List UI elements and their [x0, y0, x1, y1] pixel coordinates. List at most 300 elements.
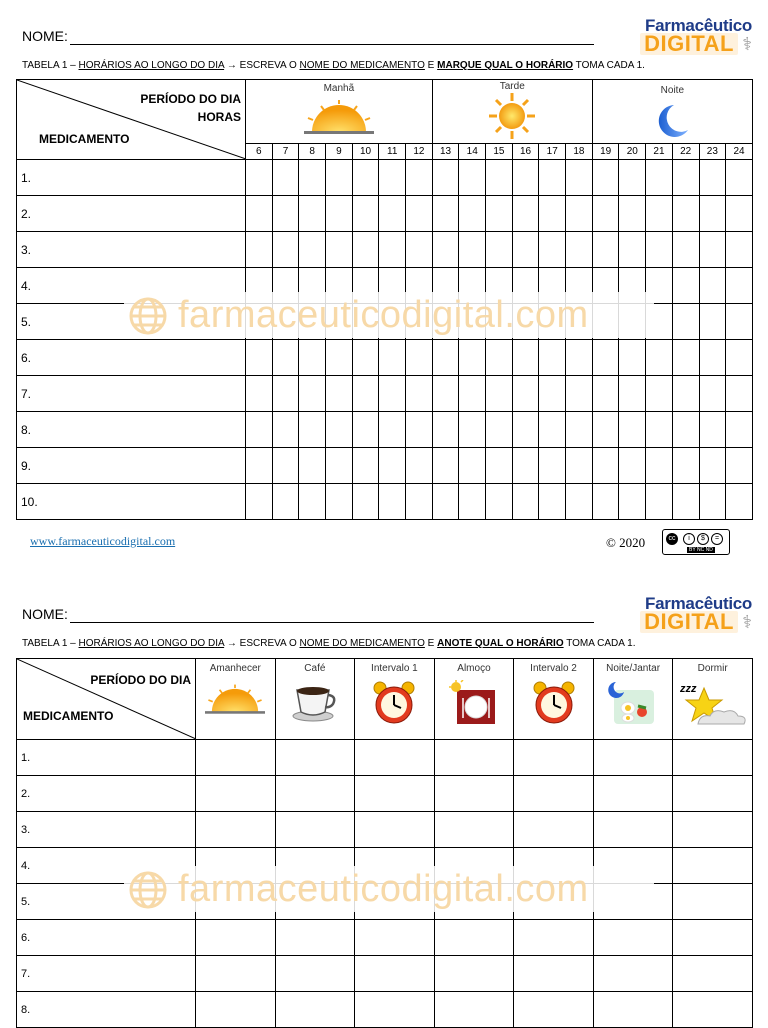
meal-time-cell[interactable] [434, 776, 514, 812]
hour-check-cell[interactable] [326, 484, 353, 520]
hour-check-cell[interactable] [459, 160, 486, 196]
meal-time-cell[interactable] [514, 812, 594, 848]
lunch-plate-icon [449, 680, 499, 726]
medication-name-cell[interactable]: 6. [17, 920, 196, 956]
meal-time-cell[interactable] [434, 812, 514, 848]
hour-check-cell[interactable] [246, 232, 273, 268]
hour-check-cell[interactable] [486, 196, 513, 232]
hour-check-cell[interactable] [539, 448, 566, 484]
hour-check-cell[interactable] [406, 232, 433, 268]
hour-check-cell[interactable] [379, 340, 406, 376]
medication-name-cell[interactable]: 9. [17, 448, 246, 484]
cc-nd-icon: = [711, 533, 723, 545]
meal-time-cell[interactable] [275, 776, 355, 812]
hour-check-cell[interactable] [326, 160, 353, 196]
medication-name-cell[interactable]: 8. [17, 992, 196, 1028]
hour-check-cell[interactable] [352, 232, 379, 268]
hour-check-cell[interactable] [646, 412, 673, 448]
hour-check-cell[interactable] [566, 340, 593, 376]
meal-time-cell[interactable] [673, 848, 753, 884]
hour-check-cell[interactable] [672, 448, 699, 484]
hour-check-cell[interactable] [699, 376, 726, 412]
hour-check-cell[interactable] [459, 232, 486, 268]
instruction-part: HORÁRIOS AO LONGO DO DIA [78, 60, 225, 71]
period-night [592, 80, 752, 144]
period-label: Manhã [323, 83, 355, 94]
meal-time-cell[interactable] [593, 740, 673, 776]
hour-check-cell[interactable] [726, 484, 753, 520]
hour-check-cell[interactable] [379, 448, 406, 484]
hour-check-cell[interactable] [246, 412, 273, 448]
hour-check-cell[interactable] [352, 340, 379, 376]
period-label: Tarde [499, 81, 525, 92]
svg-text:zzz: zzz [679, 683, 697, 695]
hour-check-cell[interactable] [299, 196, 326, 232]
hour-check-cell[interactable] [326, 412, 353, 448]
hour-check-cell[interactable] [672, 412, 699, 448]
hour-check-cell[interactable] [379, 196, 406, 232]
hour-check-cell[interactable] [726, 232, 753, 268]
hour-check-cell[interactable] [619, 232, 646, 268]
hour-check-cell[interactable] [592, 160, 619, 196]
hour-header-cell: 24 [726, 143, 753, 159]
hour-check-cell[interactable] [726, 412, 753, 448]
creative-commons-badge [662, 529, 730, 555]
logo-text-line2: DIGITAL [644, 31, 734, 56]
hour-check-cell[interactable] [432, 448, 459, 484]
hour-check-cell[interactable] [646, 160, 673, 196]
hour-check-cell[interactable] [272, 448, 299, 484]
hour-header-cell: 18 [566, 143, 593, 159]
hour-check-cell[interactable] [512, 232, 539, 268]
hour-check-cell[interactable] [726, 196, 753, 232]
hour-check-cell[interactable] [512, 412, 539, 448]
hour-check-cell[interactable] [672, 160, 699, 196]
logo-text-line1: Farmacêutico [645, 16, 752, 35]
medication-row [17, 160, 753, 196]
hour-check-cell[interactable] [592, 448, 619, 484]
hour-check-cell[interactable] [299, 448, 326, 484]
hour-check-cell[interactable] [299, 340, 326, 376]
meal-time-cell[interactable] [275, 740, 355, 776]
hour-check-cell[interactable] [459, 448, 486, 484]
meal-time-cell[interactable] [355, 812, 435, 848]
hour-check-cell[interactable] [486, 412, 513, 448]
meal-time-cell[interactable] [593, 812, 673, 848]
hour-check-cell[interactable] [246, 196, 273, 232]
hour-check-cell[interactable] [672, 376, 699, 412]
medication-name-cell[interactable]: 6. [17, 340, 246, 376]
watermark-text: farmaceuticodigital.com [178, 294, 589, 336]
medication-name-cell[interactable]: 1. [17, 160, 246, 196]
hour-check-cell[interactable] [326, 196, 353, 232]
hour-check-cell[interactable] [619, 484, 646, 520]
hour-check-cell[interactable] [272, 160, 299, 196]
hour-check-cell[interactable] [326, 232, 353, 268]
hour-check-cell[interactable] [646, 484, 673, 520]
medication-name-cell[interactable]: 8. [17, 412, 246, 448]
hour-check-cell[interactable] [326, 376, 353, 412]
hour-check-cell[interactable] [726, 448, 753, 484]
medication-name-cell[interactable]: 4. [17, 848, 196, 884]
hour-check-cell[interactable] [272, 196, 299, 232]
hour-check-cell[interactable] [326, 340, 353, 376]
hour-check-cell[interactable] [699, 304, 726, 340]
hour-check-cell[interactable] [699, 160, 726, 196]
hour-check-cell[interactable] [246, 448, 273, 484]
hour-check-cell[interactable] [352, 412, 379, 448]
medication-row [17, 448, 753, 484]
hour-check-cell[interactable] [486, 448, 513, 484]
meal-time-cell[interactable] [514, 956, 594, 992]
period-afternoon [432, 80, 592, 144]
hour-check-cell[interactable] [646, 376, 673, 412]
name-label: NOME: [22, 28, 68, 44]
medication-name-cell[interactable]: 2. [17, 196, 246, 232]
meal-header-dormir [673, 659, 753, 740]
hour-check-cell[interactable] [272, 412, 299, 448]
meal-time-cell[interactable] [514, 992, 594, 1028]
hour-check-cell[interactable] [566, 448, 593, 484]
hour-check-cell[interactable] [486, 160, 513, 196]
pharmacy-cup-icon: ⚕ [742, 612, 752, 632]
hour-header-cell: 6 [246, 143, 273, 159]
meal-time-cell[interactable] [593, 992, 673, 1028]
hour-check-cell[interactable] [406, 340, 433, 376]
hour-check-cell[interactable] [486, 232, 513, 268]
hour-check-cell[interactable] [619, 196, 646, 232]
meal-time-cell[interactable] [355, 740, 435, 776]
meal-label: Dormir [697, 663, 728, 674]
hour-check-cell[interactable] [459, 376, 486, 412]
hour-check-cell[interactable] [699, 196, 726, 232]
hour-check-cell[interactable] [432, 340, 459, 376]
hour-check-cell[interactable] [299, 376, 326, 412]
hour-check-cell[interactable] [592, 484, 619, 520]
hour-header-cell: 17 [539, 143, 566, 159]
hour-check-cell[interactable] [539, 232, 566, 268]
medication-name-cell[interactable]: 7. [17, 956, 196, 992]
hour-check-cell[interactable] [459, 412, 486, 448]
meal-label: Almoço [457, 663, 491, 674]
hour-check-cell[interactable] [539, 376, 566, 412]
hour-check-cell[interactable] [539, 412, 566, 448]
sunrise-icon [205, 684, 265, 716]
meal-time-cell[interactable] [355, 956, 435, 992]
hour-check-cell[interactable] [299, 484, 326, 520]
meal-time-cell[interactable] [673, 956, 753, 992]
meal-time-cell[interactable] [514, 920, 594, 956]
hour-check-cell[interactable] [592, 232, 619, 268]
hour-check-cell[interactable] [566, 196, 593, 232]
medication-name-cell[interactable]: 5. [17, 884, 196, 920]
meal-time-cell[interactable] [275, 920, 355, 956]
hour-check-cell[interactable] [726, 304, 753, 340]
meal-header-intervalo2 [514, 659, 594, 740]
meal-time-cell[interactable] [275, 812, 355, 848]
instruction-part: → ESCREVA O [224, 638, 300, 649]
hour-check-cell[interactable] [539, 340, 566, 376]
instruction-part: ESCREVA O [239, 60, 300, 71]
medication-name-cell[interactable]: 7. [17, 376, 246, 412]
meal-time-cell[interactable] [355, 920, 435, 956]
hour-check-cell[interactable] [512, 448, 539, 484]
meal-time-cell[interactable] [196, 740, 276, 776]
hour-check-cell[interactable] [672, 484, 699, 520]
meal-time-cell[interactable] [593, 920, 673, 956]
hour-check-cell[interactable] [726, 268, 753, 304]
medication-row [17, 340, 753, 376]
hour-check-cell[interactable] [246, 376, 273, 412]
globe-icon [128, 296, 168, 336]
hour-check-cell[interactable] [592, 196, 619, 232]
hour-check-cell[interactable] [326, 448, 353, 484]
medication-row [17, 412, 753, 448]
sun-icon [488, 92, 536, 140]
meal-time-cell[interactable] [593, 776, 673, 812]
meal-label: Noite/Jantar [606, 663, 661, 674]
table-instruction [22, 60, 645, 71]
medication-name-cell[interactable]: 3. [17, 232, 246, 268]
meal-time-cell[interactable] [514, 740, 594, 776]
hour-check-cell[interactable] [299, 412, 326, 448]
hour-check-cell[interactable] [459, 340, 486, 376]
name-field-line[interactable] [70, 622, 594, 623]
medication-row [17, 992, 753, 1028]
hour-check-cell[interactable] [592, 376, 619, 412]
hour-check-cell[interactable] [432, 412, 459, 448]
instruction-part: E [424, 638, 438, 649]
hour-check-cell[interactable] [619, 340, 646, 376]
hour-check-cell[interactable] [646, 196, 673, 232]
hour-check-cell[interactable] [619, 448, 646, 484]
hour-check-cell[interactable] [699, 448, 726, 484]
hour-check-cell[interactable] [619, 412, 646, 448]
hour-check-cell[interactable] [619, 376, 646, 412]
meal-time-cell[interactable] [593, 956, 673, 992]
hour-check-cell[interactable] [299, 232, 326, 268]
hour-check-cell[interactable] [379, 160, 406, 196]
hour-check-cell[interactable] [406, 484, 433, 520]
name-field-line[interactable] [70, 44, 594, 45]
alarm-clock-icon [371, 680, 417, 726]
hour-check-cell[interactable] [539, 484, 566, 520]
hour-check-cell[interactable] [566, 232, 593, 268]
hour-check-cell[interactable] [432, 484, 459, 520]
hour-check-cell[interactable] [726, 340, 753, 376]
hour-check-cell[interactable] [246, 160, 273, 196]
watermark [124, 292, 654, 338]
meal-label: Intervalo 2 [530, 663, 577, 674]
alarm-clock-icon [531, 680, 577, 726]
hour-check-cell[interactable] [432, 232, 459, 268]
hour-check-cell[interactable] [432, 196, 459, 232]
hour-check-cell[interactable] [352, 160, 379, 196]
meal-time-cell[interactable] [434, 740, 514, 776]
medication-row [17, 484, 753, 520]
watermark [124, 866, 654, 912]
hour-check-cell[interactable] [646, 340, 673, 376]
medication-name-cell[interactable]: 5. [17, 304, 246, 340]
hour-check-cell[interactable] [352, 448, 379, 484]
hour-header-cell: 12 [406, 143, 433, 159]
hour-check-cell[interactable] [726, 376, 753, 412]
meal-time-cell[interactable] [673, 740, 753, 776]
hour-check-cell[interactable] [406, 196, 433, 232]
hour-check-cell[interactable] [272, 340, 299, 376]
hour-check-cell[interactable] [699, 412, 726, 448]
medication-header-label: MEDICAMENTO [23, 709, 114, 723]
meal-time-cell[interactable] [673, 812, 753, 848]
website-link[interactable]: www.farmaceuticodigital.com [30, 534, 176, 548]
meal-time-cell[interactable] [196, 992, 276, 1028]
hour-check-cell[interactable] [486, 376, 513, 412]
instruction-part: → [224, 60, 240, 71]
hour-check-cell[interactable] [406, 376, 433, 412]
meal-time-cell[interactable] [196, 956, 276, 992]
meal-time-cell[interactable] [514, 776, 594, 812]
medication-row [17, 196, 753, 232]
hour-check-cell[interactable] [699, 268, 726, 304]
hour-check-cell[interactable] [672, 340, 699, 376]
hour-check-cell[interactable] [432, 160, 459, 196]
hour-check-cell[interactable] [486, 484, 513, 520]
hour-check-cell[interactable] [592, 340, 619, 376]
medication-name-cell[interactable]: 10. [17, 484, 246, 520]
brand-logo [634, 16, 752, 56]
meal-time-cell[interactable] [275, 992, 355, 1028]
table-corner-header [17, 80, 246, 160]
hour-check-cell[interactable] [486, 340, 513, 376]
hour-check-cell[interactable] [539, 196, 566, 232]
hour-check-cell[interactable] [646, 448, 673, 484]
license-text: BY NC ND [689, 547, 713, 553]
hour-check-cell[interactable] [379, 412, 406, 448]
table-corner-header [17, 659, 196, 740]
instruction-part: MARQUE QUAL O HORÁRIO [437, 60, 574, 71]
hour-header-cell: 22 [672, 143, 699, 159]
watermark-text: farmaceuticodigital.com [178, 868, 589, 910]
hour-check-cell[interactable] [272, 232, 299, 268]
meal-time-cell[interactable] [434, 992, 514, 1028]
hour-check-cell[interactable] [699, 340, 726, 376]
logo-text-line2: DIGITAL [644, 609, 734, 634]
hour-check-cell[interactable] [566, 160, 593, 196]
hour-check-cell[interactable] [672, 232, 699, 268]
meal-header-cafe [275, 659, 355, 740]
hour-check-cell[interactable] [512, 484, 539, 520]
hour-check-cell[interactable] [672, 196, 699, 232]
hour-check-cell[interactable] [566, 484, 593, 520]
medication-name-cell[interactable]: 4. [17, 268, 246, 304]
hour-check-cell[interactable] [379, 376, 406, 412]
hour-header-cell: 21 [646, 143, 673, 159]
dinner-plate-icon [608, 680, 658, 726]
meal-time-cell[interactable] [673, 992, 753, 1028]
hour-check-cell[interactable] [592, 412, 619, 448]
hour-check-cell[interactable] [672, 304, 699, 340]
hour-check-cell[interactable] [406, 412, 433, 448]
hour-check-cell[interactable] [512, 160, 539, 196]
hour-check-cell[interactable] [566, 376, 593, 412]
meal-header-noite-jantar [593, 659, 673, 740]
hour-check-cell[interactable] [352, 376, 379, 412]
globe-icon [128, 870, 168, 910]
medication-row [17, 920, 753, 956]
meal-time-cell[interactable] [196, 776, 276, 812]
hour-check-cell[interactable] [352, 484, 379, 520]
hour-check-cell[interactable] [566, 412, 593, 448]
hour-header-cell: 13 [432, 143, 459, 159]
medication-name-cell[interactable]: 2. [17, 776, 196, 812]
hour-check-cell[interactable] [672, 268, 699, 304]
meal-time-cell[interactable] [355, 776, 435, 812]
hour-check-cell[interactable] [512, 340, 539, 376]
sleeping-star-icon [678, 680, 748, 726]
medication-row [17, 376, 753, 412]
medication-name-cell[interactable]: 1. [17, 740, 196, 776]
meal-time-cell[interactable] [434, 920, 514, 956]
period-header-label: PERÍODO DO DIA [140, 92, 241, 106]
instruction-part: TABELA 1 – [22, 60, 79, 71]
hour-check-cell[interactable] [379, 232, 406, 268]
hour-check-cell[interactable] [352, 196, 379, 232]
hour-check-cell[interactable] [406, 160, 433, 196]
hour-check-cell[interactable] [512, 376, 539, 412]
table-instruction [22, 638, 636, 649]
hour-check-cell[interactable] [539, 160, 566, 196]
hour-check-cell[interactable] [272, 376, 299, 412]
hour-check-cell[interactable] [379, 484, 406, 520]
meal-time-cell[interactable] [673, 776, 753, 812]
meal-time-cell[interactable] [673, 884, 753, 920]
meal-time-cell[interactable] [673, 920, 753, 956]
meal-time-cell[interactable] [275, 956, 355, 992]
logo-text-line1: Farmacêutico [645, 594, 752, 613]
hour-check-cell[interactable] [432, 376, 459, 412]
hour-check-cell[interactable] [512, 196, 539, 232]
hour-check-cell[interactable] [646, 232, 673, 268]
meal-time-cell[interactable] [196, 812, 276, 848]
medication-name-cell[interactable]: 3. [17, 812, 196, 848]
medication-row [17, 956, 753, 992]
meal-header-almoco [434, 659, 514, 740]
hour-check-cell[interactable] [299, 160, 326, 196]
hour-check-cell[interactable] [699, 232, 726, 268]
hour-check-cell[interactable] [406, 448, 433, 484]
hour-check-cell[interactable] [619, 160, 646, 196]
hour-header-cell: 16 [512, 143, 539, 159]
name-label: NOME: [22, 606, 68, 622]
medication-row [17, 776, 753, 812]
hour-check-cell[interactable] [459, 484, 486, 520]
moon-icon [652, 102, 692, 138]
hour-check-cell[interactable] [246, 484, 273, 520]
hour-check-cell[interactable] [272, 484, 299, 520]
hour-check-cell[interactable] [459, 196, 486, 232]
hour-header-cell: 20 [619, 143, 646, 159]
hour-check-cell[interactable] [246, 340, 273, 376]
meal-time-cell[interactable] [434, 956, 514, 992]
coffee-cup-icon [291, 680, 339, 722]
hour-check-cell[interactable] [699, 484, 726, 520]
meal-label: Intervalo 1 [371, 663, 418, 674]
cc-by-icon: i [683, 533, 695, 545]
meal-time-cell[interactable] [196, 920, 276, 956]
instruction-part: NOME DO MEDICAMENTO [299, 60, 425, 71]
hour-check-cell[interactable] [726, 160, 753, 196]
meal-time-cell[interactable] [355, 992, 435, 1028]
